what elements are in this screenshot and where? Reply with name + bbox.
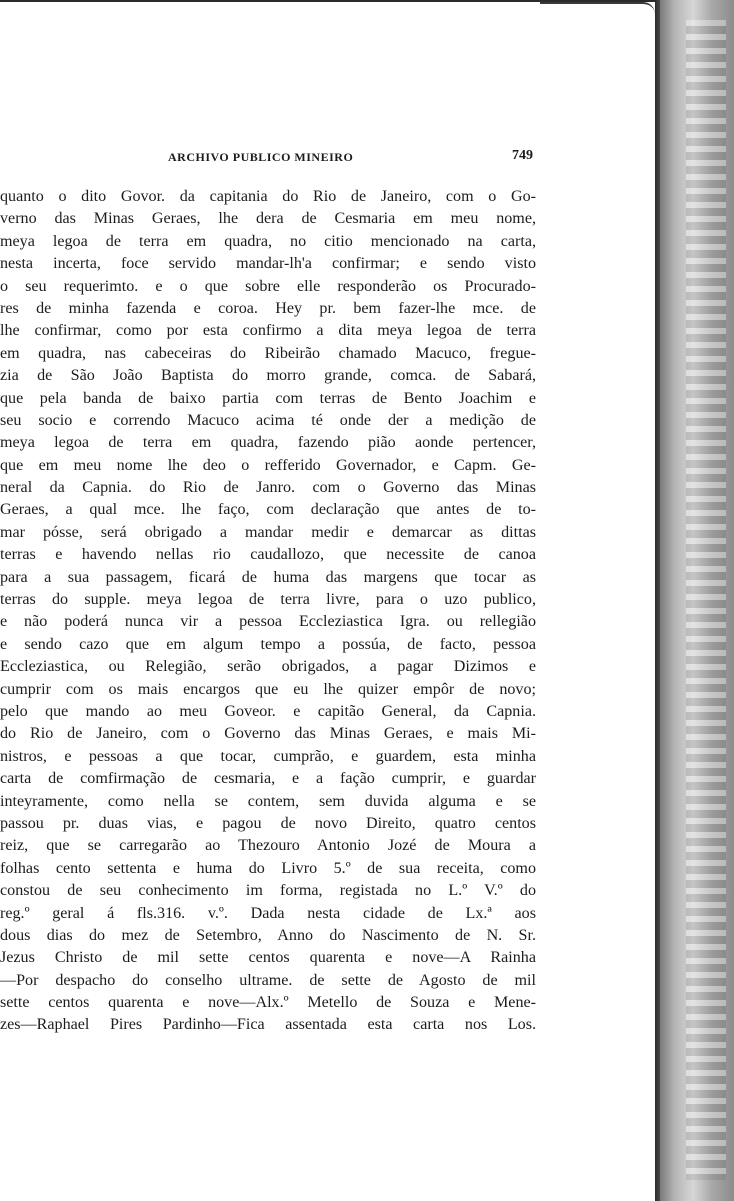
text-line: nesta incerta, foce servido mandar-lh'a confirmar; e sendo visto (0, 255, 536, 273)
text-line: meya legoa de terra em quadra, no citio mencionado na carta, (0, 232, 536, 250)
text-line: terras do supple. meya legoa de terra livre, para o uzo publico, (0, 591, 536, 609)
text-line: reiz, que se carregarão ao Thezouro Antonio Jozé de Moura a (0, 837, 536, 855)
running-title: ARCHIVO PUBLICO MINEIRO (168, 150, 354, 164)
text-line: e não poderá nunca vir a pessoa Eccleziastica Igra. ou rellegião (0, 613, 536, 631)
text-line: pelo que mando ao meu Goveor. e capitão General, da Capnia. (0, 702, 536, 720)
book-spine (660, 0, 734, 1201)
text-line: Jezus Christo de mil sette centos quarenta e nove—A Rainha (0, 949, 536, 967)
text-line: terras e havendo nellas rio caudallozo, que necessite de canoa (0, 546, 536, 564)
text-line: res de minha fazenda e coroa. Hey pr. bem fazer-lhe mce. de (0, 299, 536, 317)
text-line: que em meu nome lhe deo o refferido Governador, e Capm. Ge- (0, 456, 536, 474)
text-line: lhe confirmar, como por esta confirmo a dita meya legoa de terra (0, 322, 536, 340)
text-line: zes—Raphael Pires Pardinho—Fica assentada esta carta nos Los. (0, 1016, 536, 1034)
text-line: passou pr. duas vias, e pagou de novo Direito, quatro centos (0, 814, 536, 832)
body-text (0, 186, 536, 1037)
text-line: inteyramente, como nella se contem, sem duvida alguma e se (0, 792, 536, 810)
text-line: nistros, e pessoas a que tocar, cumprão, e guardem, esta minha (0, 747, 536, 765)
text-line: sette centos quarenta e nove—Alx.º Metello de Souza e Mene- (0, 994, 536, 1012)
text-line: cumprir com os mais encargos que eu lhe quizer empôr de novo; (0, 680, 536, 698)
text-line: folhas cento settenta e huma do Livro 5.º de sua receita, como (0, 859, 536, 877)
text-line: seu socio e correndo Macuco acima té onde der a medição de (0, 411, 536, 429)
running-header (0, 146, 560, 168)
text-line: meya legoa de terra em quadra, fazendo pião aonde pertencer, (0, 434, 536, 452)
text-line: em quadra, nas cabeceiras do Ribeirão chamado Macuco, fregue- (0, 344, 536, 362)
text-line: e sendo cazo que em algum tempo a possúa, de facto, pessoa (0, 635, 536, 653)
text-line: constou de seu conhecimento im forma, registada no L.º V.º do (0, 882, 536, 900)
text-line: mar pósse, será obrigado a mandar medir e demarcar as dittas (0, 523, 536, 541)
page-number: 749 (512, 148, 533, 163)
text-line: do Rio de Janeiro, com o Governo das Minas Geraes, e mais Mi- (0, 725, 536, 743)
text-line: Eccleziastica, ou Relegião, serão obrigados, a pagar Dizimos e (0, 658, 536, 676)
text-line: o seu requerimto. e o que sobre elle responderão os Procurado- (0, 277, 536, 295)
page-corner-curve (540, 2, 655, 14)
text-line: dous dias do mez de Setembro, Anno do Nascimento de N. Sr. (0, 926, 536, 944)
spine-pages (686, 20, 726, 1180)
text-line: zia de São João Baptista do morro grande, comca. de Sabará, (0, 367, 536, 385)
text-line: para a sua passagem, ficará de huma das margens que tocar as (0, 568, 536, 586)
text-line: verno das Minas Geraes, lhe dera de Cesmaria em meu nome, (0, 210, 536, 228)
text-line: reg.º geral á fls.316. v.º. Dada nesta cidade de Lx.ª aos (0, 904, 536, 922)
text-line: —Por despacho do conselho ultrame. de sette de Agosto de mil (0, 971, 536, 989)
text-line: que pela banda de baixo partia com terras de Bento Joachim e (0, 389, 536, 407)
text-line: neral da Capnia. do Rio de Janro. com o Governo das Minas (0, 479, 536, 497)
text-line: quanto o dito Govor. da capitania do Rio de Janeiro, com o Go- (0, 188, 536, 205)
text-line: Geraes, a qual mce. lhe faço, com declaração que antes de to- (0, 501, 536, 519)
text-line: carta de comfirmação de cesmaria, e a fação cumprir, e guardar (0, 770, 536, 788)
